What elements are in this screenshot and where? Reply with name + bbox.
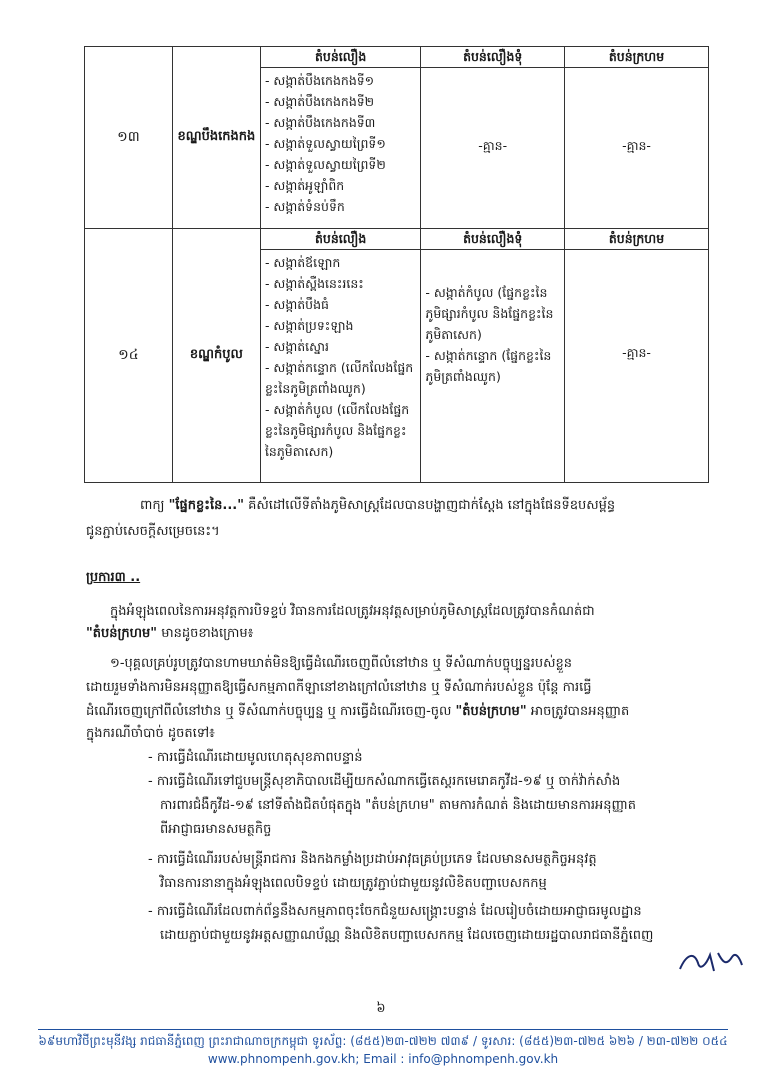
bullet-item: - ការធ្វើដំណើរដោយមូលហេតុសុខភាពបន្ទាន់	[148, 750, 363, 765]
list-item: - សង្កាត់កន្ទោក (លើកលែងផ្នែកខ្លះនៃភូមិត្រពាំងឈូក)	[264, 360, 414, 396]
header-dark-yellow: តំបន់លឿងទុំ	[421, 229, 564, 250]
yellow-zone-list	[261, 250, 420, 464]
header-yellow: តំបន់លឿង	[261, 47, 420, 68]
note-term: "ផ្នែកខ្លះនៃ..."	[168, 498, 244, 513]
list-item: - សង្កាត់បឹងកេងកងទី៣	[264, 115, 376, 130]
point1-line-2: ដោយរួមទាំងការមិនអនុញ្ញាតឱ្យធ្វើសកម្មភាពកីឡានៅខាងក្រៅលំនៅឋាន ឬ ទីសំណាក់របស់ខ្លួន ប៉ុន្តែ ការធ្វើ	[86, 680, 592, 695]
list-item: - សង្កាត់ប្រទះឡាង	[264, 318, 354, 333]
footer-address: ៦៩មហាវិថីព្រះមុនីវង្ស រាជធានីភ្នំពេញ ព្រះរាជាណាចក្រកម្ពុជា ទូរស័ព្ទ: (៨៥៥)២៣-៧២២ ៧៣៩ / ទូរសារ: (៨៥៥)២៣-៧២៥ ៦២៦ / ២៣-៧២២ ០៥៤	[38, 1034, 728, 1048]
district-name: ខណ្ឌបឹងកេងកង	[172, 47, 260, 229]
zones-table	[84, 46, 709, 483]
bullet-item: - ការធ្វើដំណើររបស់មន្ត្រីរាជការ និងកងកម្លាំងប្រដាប់អាវុធគ្រប់ប្រភេទ ដែលមានសមត្ថកិច្ចអនុវត្ត វិធានការនានាក្នុងអំឡុងពេលបិទខ្ទប់ ដោយត្រូវភ្ជាប់ជាមួយនូវលិខិតបញ្ជាបេសកកម្ម	[148, 852, 597, 891]
point1-line-4: ក្នុងករណីចាំបាច់ ដូចតទៅ៖	[86, 726, 215, 741]
list-item: - សង្កាត់កំបូល (ផ្នែកខ្លះនៃភូមិផ្សារកំបូល និងផ្នែកខ្លះនៃភូមិតាសេក)	[425, 285, 554, 342]
table-row	[85, 229, 709, 483]
list-item: - សង្កាត់អូឡាំពិក	[264, 178, 345, 193]
list-item: - សង្កាត់បឹងកេងកងទី១	[264, 73, 375, 88]
article-intro-2: "តំបន់ក្រហម" មានដូចខាងក្រោម៖	[86, 626, 254, 641]
article-heading: ប្រការ៣ ..	[86, 570, 141, 585]
article-intro-1: ក្នុងអំឡុងពេលនៃការអនុវត្តការបិទខ្ទប់ វិធានការដែលត្រូវអនុវត្តសម្រាប់ភូមិសាស្ត្រដែលត្រូវបានកំណត់ជា	[110, 604, 595, 619]
header-yellow: តំបន់លឿង	[261, 229, 420, 250]
point1-line-3: ដំណើរចេញក្រៅពីលំនៅឋាន ឬ ទីសំណាក់បច្ចុប្បន្ន ឬ ការធ្វើដំណើរចេញ-ចូល "តំបន់ក្រហម" អាចត្រូវបានអនុញ្ញាត	[86, 704, 630, 719]
list-item: - សង្កាត់ស្ពឺងនេះរនេះ	[264, 276, 364, 291]
dark-yellow-zone-list	[421, 280, 564, 389]
list-item: - សង្កាត់កំបូល (លើកលែងផ្នែកខ្លះនៃភូមិផ្សារកំបូល និងផ្នែកខ្លះនៃភូមិតាសេក)	[264, 402, 410, 459]
red-none: -គ្មាន-	[622, 345, 651, 360]
footer-divider	[38, 1029, 728, 1030]
point1-line-1: ១-បុគ្គលគ្រប់រូបត្រូវបានហាមឃាត់មិនឱ្យធ្វើដំណើរចេញពីលំនៅឋាន ឬ ទីសំណាក់បច្ចុប្បន្នរបស់ខ្លួន	[110, 656, 572, 671]
footer-web: www.phnompenh.gov.kh; Email : info@phnompenh.gov.kh	[207, 1052, 559, 1066]
list-item: - សង្កាត់បឹងកេងកងទី២	[264, 94, 375, 109]
red-none: -គ្មាន-	[622, 138, 651, 153]
list-item: - សង្កាត់ទួលស្វាយព្រៃទី១	[264, 136, 386, 151]
row-number: ១៤	[85, 229, 173, 483]
header-red: តំបន់ក្រហម	[565, 47, 708, 68]
note-line-1: ពាក្យ "ផ្នែកខ្លះនៃ..." គឺសំដៅលើទីតាំងភូមិសាស្ត្រដែលបានបង្ហាញជាក់ស្តែង នៅក្នុងផែនទីឧបសម្ព័ន្ធ	[140, 498, 616, 513]
list-item: - សង្កាត់ឪឡោក	[264, 255, 341, 270]
page-number: ៦	[376, 1001, 386, 1016]
list-item: - សង្កាត់ទំនប់ទឹក	[264, 199, 345, 214]
yellow-zone-list	[261, 68, 420, 219]
list-item: - សង្កាត់បឹងធំ	[264, 297, 329, 312]
note-line-2: ជូនភ្ជាប់សេចក្តីសម្រេចនេះ។	[86, 524, 220, 539]
district-name: ខណ្ឌកំបូល	[172, 229, 260, 483]
header-dark-yellow: តំបន់លឿងទុំ	[421, 47, 564, 68]
initials-signature-icon	[676, 945, 746, 977]
list-item: - សង្កាត់ទួលស្វាយព្រៃទី២	[264, 157, 386, 172]
bullet-item: - ការធ្វើដំណើរដែលពាក់ព័ន្ធនឹងសកម្មភាពចុះចែកជំនួយសង្គ្រោះបន្ទាន់ ដែលរៀបចំដោយអាជ្ញាធរមូលដ្ឋាន ដោយភ្ជាប់ជាមួយនូវអត្តសញ្ញាណប័ណ្ណ និងលិខិតបញ្ជាបេសកកម្ម ដែលចេញដោយរដ្ឋបាលរាជធានីភ្នំពេញ	[148, 904, 654, 943]
header-red: តំបន់ក្រហម	[565, 229, 708, 250]
list-item: - សង្កាត់ស្នោរ	[264, 339, 329, 354]
list-item: - សង្កាត់កន្ទោក (ផ្នែកខ្លះនៃភូមិត្រពាំងឈូក)	[425, 348, 552, 384]
table-row	[85, 47, 709, 229]
row-number: ១៣	[85, 47, 173, 229]
bullet-item: - ការធ្វើដំណើរទៅជួបមន្ត្រីសុខាភិបាលដើម្បីយកសំណាកធ្វើតេស្តរកមេរោគកូវីដ-១៩ ឬ ចាក់វ៉ាក់សាំង ការពារជំងឺកូវីដ-១៩ នៅទីតាំងជិតបំផុតក្នុង "តំបន់ក្រហម" តាមការកំណត់ និងដោយមានការអនុញ្ញាត ពីអាជ្ញាធរមានសមត្ថកិច្ច	[148, 774, 637, 837]
dark-yellow-none: -គ្មាន-	[478, 138, 508, 153]
